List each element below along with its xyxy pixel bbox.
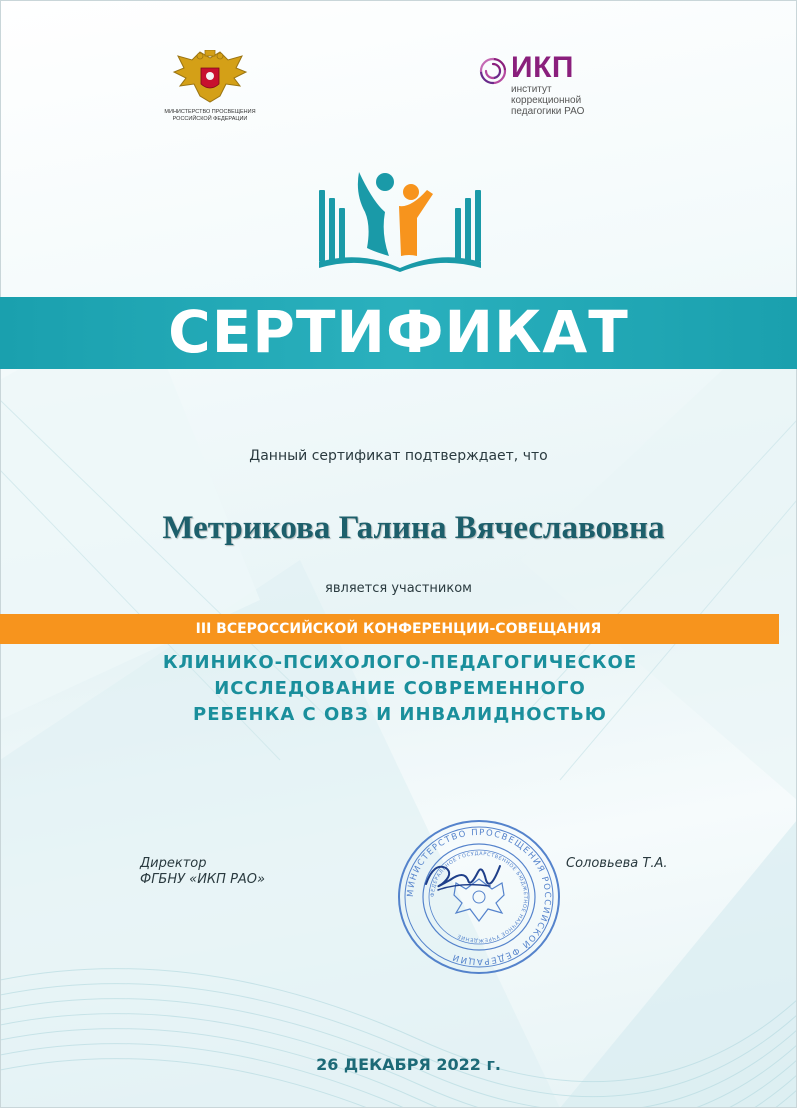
ikp-abbreviation: ИКП: [511, 51, 574, 84]
ikp-text-line2: коррекционной: [511, 95, 582, 106]
double-headed-eagle-icon: [170, 50, 250, 106]
conference-title-line3: РЕБЕНКА С ОВЗ И ИНВАЛИДНОСТЬЮ: [193, 704, 607, 725]
certificate-title: СЕРТИФИКАТ: [168, 298, 629, 366]
conference-title-line1: КЛИНИКО-ПСИХОЛОГО-ПЕДАГОГИЧЕСКОЕ: [162, 652, 638, 673]
signature-icon: [420, 850, 510, 900]
conference-title-line2: ИССЛЕДОВАНИЕ СОВРЕМЕННОГО: [214, 678, 586, 699]
ministry-name-line2: РОССИЙСКОЙ ФЕДЕРАЦИИ: [172, 115, 248, 122]
issue-date: 26 ДЕКАБРЯ 2022 г.: [316, 1055, 501, 1074]
ikp-logo: [478, 52, 608, 122]
signatory-name: Соловьева Т.А.: [566, 856, 668, 871]
book-with-figures-icon: [315, 168, 485, 272]
confirmation-text: Данный сертификат подтверждает, что: [249, 448, 548, 464]
seal-inner-text: ФЕДЕРАЛЬНОЕ ГОСУДАРСТВЕННОЕ БЮДЖЕТНОЕ НАУЧНОЕ УЧРЕЖДЕНИЕ: [429, 850, 529, 944]
participant-text: является участником: [325, 581, 472, 596]
signatory-position-line2: ФГБНУ «ИКП РАО»: [140, 872, 266, 887]
ikp-swirl-icon: [478, 56, 508, 86]
signatory-position: [140, 856, 265, 888]
ministry-logo: [150, 50, 270, 122]
recipient-name: Метрикова Галина Вячеславовна: [162, 510, 665, 546]
conference-edition: III ВСЕРОССИЙСКОЙ КОНФЕРЕНЦИИ-СОВЕЩАНИЯ: [195, 621, 602, 637]
ministry-name-line1: МИНИСТЕРСТВО ПРОСВЕЩЕНИЯ: [164, 109, 256, 115]
signatory-position-line1: Директор: [140, 856, 207, 871]
ikp-text-line3: педагогики РАО: [511, 106, 585, 117]
seal-outer-text: МИНИСТЕРСТВО ПРОСВЕЩЕНИЯ РОССИЙСКОЙ ФЕДЕРАЦИИ: [405, 827, 553, 967]
conference-title: [140, 650, 660, 728]
ikp-text-line1: институт: [511, 84, 552, 95]
